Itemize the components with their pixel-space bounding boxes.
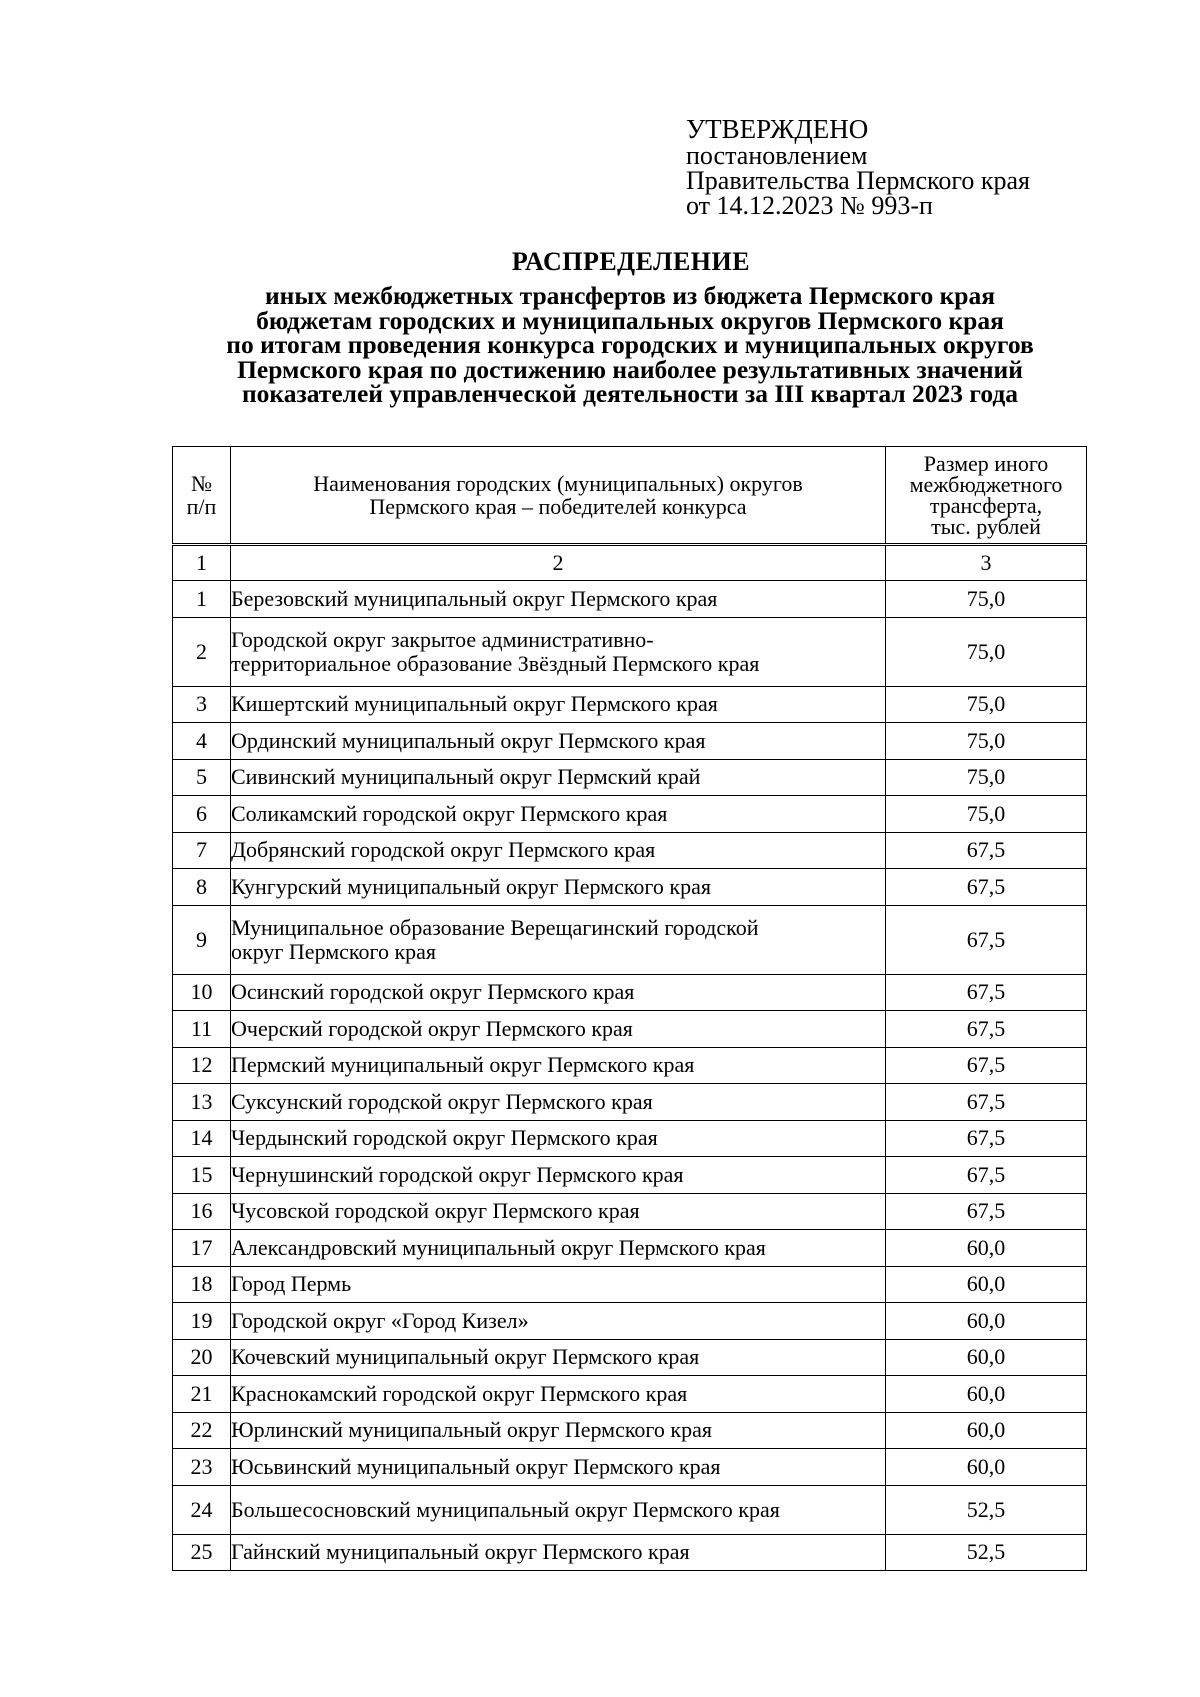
row-transfer-amount: 52,5 [886,1485,1087,1534]
row-transfer-amount: 75,0 [886,617,1087,686]
row-district-name [231,1485,886,1534]
table-row [173,869,1087,906]
row-district-name [231,686,886,723]
row-district-name [231,1449,886,1486]
row-district-name [231,617,886,686]
table-row [173,1303,1087,1340]
row-number: 17 [173,1230,231,1267]
subtitle-line: показателей управленческой деятельности за III квартал 2023 года [241,379,1019,408]
district-name-line: Большесосновский муниципальный округ Пермского края [231,1496,780,1522]
district-name-line: Город Пермь [231,1271,352,1297]
row-transfer-amount: 60,0 [886,1412,1087,1449]
table-row [173,1412,1087,1449]
row-district-name [231,796,886,833]
row-transfer-amount: 75,0 [886,723,1087,760]
row-number: 10 [173,974,231,1011]
document-title: РАСПРЕДЕЛЕНИЕ [511,247,751,276]
district-name-line: Соликамский городской округ Пермского края [231,800,668,826]
row-transfer-amount: 60,0 [886,1376,1087,1413]
district-name-line: Чусовской городской округ Пермского края [231,1198,640,1224]
district-name-line: округ Пермского края [231,938,437,964]
district-name-line: Осинский городской округ Пермского края [231,979,635,1005]
column-number: 2 [231,545,886,581]
header-value-line: трансферта, [929,493,1043,518]
district-name-line: Ординский муниципальный округ Пермского края [231,727,706,753]
row-number: 9 [173,905,231,974]
row-district-name [231,905,886,974]
row-district-name [231,759,886,796]
table-row [173,1120,1087,1157]
district-name-line: Кишертский муниципальный округ Пермского края [231,691,718,717]
column-number: 1 [173,545,231,581]
table-row [173,1230,1087,1267]
district-name-line: территориальное образование Звёздный Пермского края [231,650,760,676]
district-name-line: Добрянский городской округ Пермского края [231,837,656,863]
row-transfer-amount: 60,0 [886,1266,1087,1303]
district-name-line: Сивинский муниципальный округ Пермский край [231,764,701,790]
row-number: 25 [173,1534,231,1571]
document-subtitle [160,281,1100,408]
district-name-line: Кочевский муниципальный округ Пермского края [231,1344,700,1370]
header-value [886,447,1087,545]
row-number: 20 [173,1339,231,1376]
header-value-line: Размер иного [923,451,1049,476]
row-district-name [231,869,886,906]
row-transfer-amount: 60,0 [886,1303,1087,1340]
district-name-line: Александровский муниципальный округ Пермского края [231,1234,766,1260]
row-number: 18 [173,1266,231,1303]
row-transfer-amount: 75,0 [886,686,1087,723]
table-row [173,1157,1087,1194]
row-number: 24 [173,1485,231,1534]
row-district-name [231,974,886,1011]
row-district-name [231,1047,886,1084]
header-number-line: № [191,471,212,496]
row-transfer-amount: 67,5 [886,905,1087,974]
row-district-name [231,1303,886,1340]
subtitle-line: Пермского края по достижению наиболее результативных значений [237,354,1023,384]
row-transfer-amount: 75,0 [886,796,1087,833]
header-name [231,447,886,545]
distribution-table [172,446,1087,1571]
district-name-line: Пермский муниципальный округ Пермского края [231,1052,695,1078]
row-transfer-amount: 67,5 [886,1193,1087,1230]
row-number: 13 [173,1084,231,1121]
row-district-name [231,1339,886,1376]
header-number-line: п/п [186,494,217,519]
row-number: 21 [173,1376,231,1413]
table-row [173,1047,1087,1084]
row-transfer-amount: 60,0 [886,1339,1087,1376]
row-district-name [231,1534,886,1571]
district-name-line: Муниципальное образование Верещагинский городской [231,914,759,940]
row-district-name [231,1011,886,1048]
header-value-line: тыс. рублей [931,514,1041,539]
approval-date-line: от 14.12.2023 № 993-п [686,191,933,220]
table-row [173,832,1087,869]
row-transfer-amount: 67,5 [886,869,1087,906]
table-row [173,1011,1087,1048]
row-transfer-amount: 67,5 [886,1084,1087,1121]
table-row [173,1485,1087,1534]
row-transfer-amount: 67,5 [886,1120,1087,1157]
row-district-name [231,1157,886,1194]
row-number: 3 [173,686,231,723]
row-transfer-amount: 75,0 [886,581,1087,618]
row-transfer-amount: 60,0 [886,1230,1087,1267]
district-name-line: Чернушинский городской округ Пермского края [231,1161,684,1187]
table-row [173,974,1087,1011]
table-row [173,1339,1087,1376]
district-name-line: Городской округ закрытое административно- [231,626,654,652]
table-row [173,1534,1087,1571]
row-district-name [231,1412,886,1449]
table-row [173,1376,1087,1413]
row-number: 15 [173,1157,231,1194]
district-name-line: Юсьвинский муниципальный округ Пермского края [231,1453,721,1479]
row-district-name [231,1266,886,1303]
row-transfer-amount: 67,5 [886,1011,1087,1048]
district-name-line: Юрлинский муниципальный округ Пермского края [231,1417,712,1443]
row-number: 8 [173,869,231,906]
row-number: 12 [173,1047,231,1084]
row-district-name [231,1120,886,1157]
header-value-line: межбюджетного [909,472,1063,497]
header-name-line: Наименования городских (муниципальных) округов [313,471,803,496]
district-name-line: Городской округ «Город Кизел» [231,1307,529,1333]
table-row [173,759,1087,796]
row-number: 23 [173,1449,231,1486]
table-row [173,905,1087,974]
row-district-name [231,832,886,869]
row-number: 19 [173,1303,231,1340]
row-district-name [231,1193,886,1230]
column-number: 3 [886,545,1087,581]
row-transfer-amount: 67,5 [886,974,1087,1011]
district-name-line: Чердынский городской округ Пермского края [231,1125,658,1151]
row-number: 22 [173,1412,231,1449]
row-district-name [231,1230,886,1267]
table-row [173,1449,1087,1486]
row-number: 16 [173,1193,231,1230]
approval-stamp [686,115,1030,218]
row-district-name [231,581,886,618]
table-row [173,1266,1087,1303]
table-row [173,796,1087,833]
row-transfer-amount: 52,5 [886,1534,1087,1571]
row-transfer-amount: 75,0 [886,759,1087,796]
table-row [173,1193,1087,1230]
approval-line: Правительства Пермского края [686,166,1030,195]
row-district-name [231,1084,886,1121]
table-row [173,617,1087,686]
column-number-row [173,545,1087,581]
row-number: 6 [173,796,231,833]
table-row [173,686,1087,723]
subtitle-line: бюджетам городских и муниципальных округов Пермского края [256,305,1004,335]
row-transfer-amount: 67,5 [886,1157,1087,1194]
table-row [173,581,1087,618]
district-name-line: Гайнский муниципальный округ Пермского края [231,1539,690,1565]
table-body [173,581,1087,1571]
table-row [173,723,1087,760]
row-number: 11 [173,1011,231,1048]
row-district-name [231,1376,886,1413]
table-header-row [173,447,1087,545]
row-number: 14 [173,1120,231,1157]
row-transfer-amount: 60,0 [886,1449,1087,1486]
district-name-line: Березовский муниципальный округ Пермского края [231,585,718,611]
header-name-line: Пермского края – победителей конкурса [369,494,747,519]
row-number: 2 [173,617,231,686]
header-number [173,447,231,545]
row-transfer-amount: 67,5 [886,832,1087,869]
row-district-name [231,723,886,760]
row-number: 4 [173,723,231,760]
approval-heading: УТВЕРЖДЕНО [686,114,869,144]
district-name-line: Краснокамский городской округ Пермского края [231,1380,688,1406]
subtitle-line: иных межбюджетных трансфертов из бюджета Пермского края [264,281,996,310]
subtitle-line: по итогам проведения конкурса городских и муниципальных округов [226,330,1034,359]
district-name-line: Очерский городской округ Пермского края [231,1015,633,1041]
row-number: 1 [173,581,231,618]
row-transfer-amount: 67,5 [886,1047,1087,1084]
table-row [173,1084,1087,1121]
approval-line: постановлением [686,141,868,170]
district-name-line: Суксунский городской округ Пермского края [231,1088,653,1114]
district-name-line: Кунгурский муниципальный округ Пермского края [231,873,711,899]
row-number: 7 [173,832,231,869]
row-number: 5 [173,759,231,796]
